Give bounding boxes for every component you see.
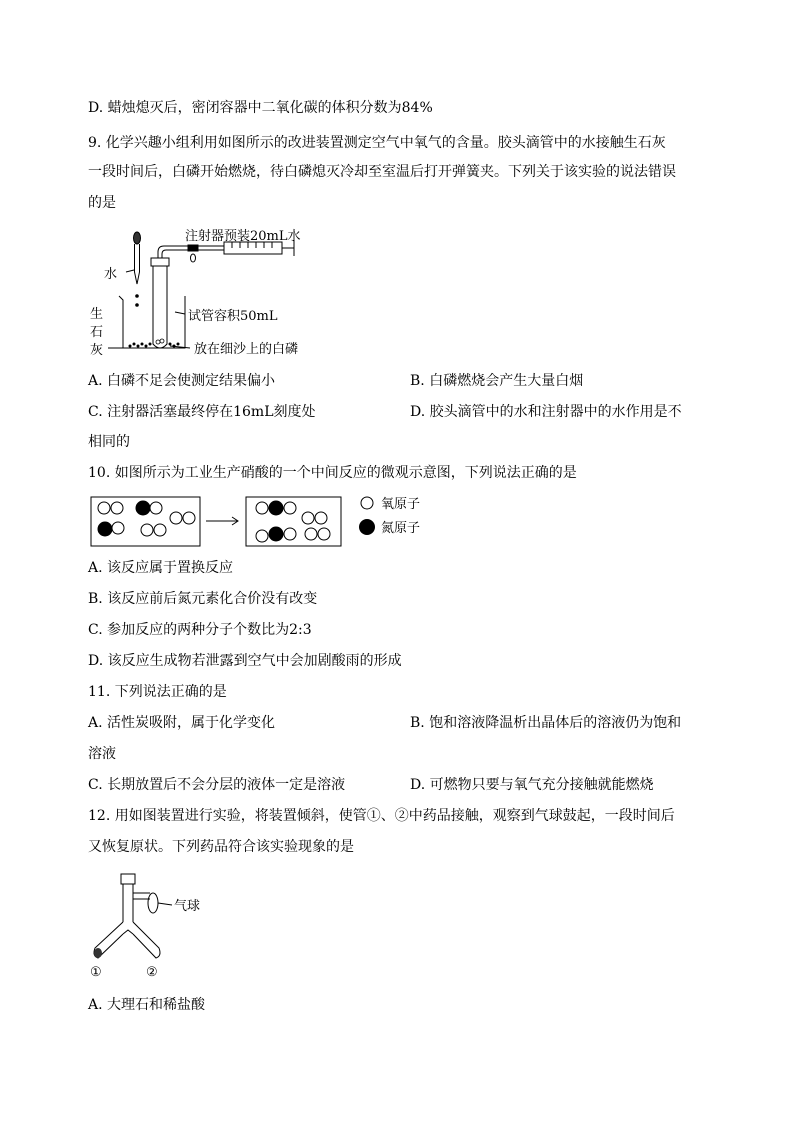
- q9-option-c: C. 注射器活塞最终停在16mL刻度处: [88, 404, 316, 420]
- syringe-label: 注射器预装20mL水: [185, 229, 301, 244]
- q11-option-a: A. 活性炭吸附，属于化学变化: [88, 715, 276, 731]
- q11-stem: 11. 下列说法正确的是: [88, 684, 227, 700]
- q10-option-c: C. 参加反应的两种分子个数比为2:3: [88, 622, 312, 638]
- q12-stem-line1: 12. 用如图装置进行实验，将装置倾斜，使管①、②中药品接触，观察到气球鼓起，一段时间后: [88, 808, 675, 824]
- q8-option-d: D. 蜡烛熄灭后，密闭容器中二氧化碳的体积分数为84%: [88, 100, 433, 116]
- q11-option-d: D. 可燃物只要与氧气充分接触就能燃烧: [410, 777, 654, 793]
- water-label: 水: [104, 267, 118, 282]
- tube-2: [133, 922, 160, 958]
- q12-stem-line2: 又恢复原状。下列药品符合该实验现象的是: [88, 839, 354, 855]
- q9-stem-line1: 9. 化学兴趣小组利用如图所示的改进装置测定空气中氧气的含量。胶头滴管中的水接触生石灰: [88, 135, 666, 151]
- q11-option-b-cont: 溶液: [88, 746, 116, 762]
- balloon: [148, 893, 158, 913]
- lime-label-2: 石: [90, 325, 104, 340]
- q11-option-b: B. 饱和溶液降温析出晶体后的溶液仍为饱和: [410, 715, 682, 731]
- q9-option-b: B. 白磷燃烧会产生大量白烟: [410, 373, 584, 389]
- q12-option-a: A. 大理石和稀盐酸: [88, 997, 206, 1013]
- q10-option-a: A. 该反应属于置换反应: [88, 560, 234, 576]
- q10-stem: 10. 如图所示为工业生产硝酸的一个中间反应的微观示意图，下列说法正确的是: [88, 465, 577, 481]
- q10-option-b: B. 该反应前后氮元素化合价没有改变: [88, 591, 318, 607]
- q9-stem-line2: 一段时间后，白磷开始燃烧，待白磷熄灭冷却至室温后打开弹簧夹。下列关于该实验的说法错误: [88, 164, 676, 180]
- lime-label-3: 灰: [90, 343, 104, 358]
- tube-2-label: ②: [146, 965, 158, 980]
- q9-option-d: D. 胶头滴管中的水和注射器中的水作用是不: [410, 404, 682, 420]
- lime-label-1: 生: [90, 307, 104, 322]
- legend-oxygen-label: 氧原子: [381, 497, 421, 512]
- q10-option-d: D. 该反应生成物若泄露到空气中会加剧酸雨的形成: [88, 653, 402, 669]
- tube-volume-label: 试管容积50mL: [188, 309, 278, 324]
- stopper: [121, 874, 135, 884]
- q9-option-a: A. 白磷不足会使测定结果偏小: [88, 373, 276, 389]
- y-tube-stem: [123, 884, 133, 922]
- phosphorus-label: 放在细沙上的白磷: [194, 342, 299, 357]
- q11-option-c: C. 长期放置后不会分层的液体一定是溶液: [88, 777, 346, 793]
- q9-stem-line3: 的是: [88, 195, 116, 211]
- q9-option-d-cont: 相同的: [88, 434, 130, 450]
- legend-nitrogen-label: 氮原子: [381, 521, 421, 536]
- balloon-label: 气球: [174, 899, 201, 914]
- tube-1-solid: [94, 948, 102, 958]
- tube-1-label: ①: [90, 965, 102, 980]
- side-arm: [133, 893, 150, 899]
